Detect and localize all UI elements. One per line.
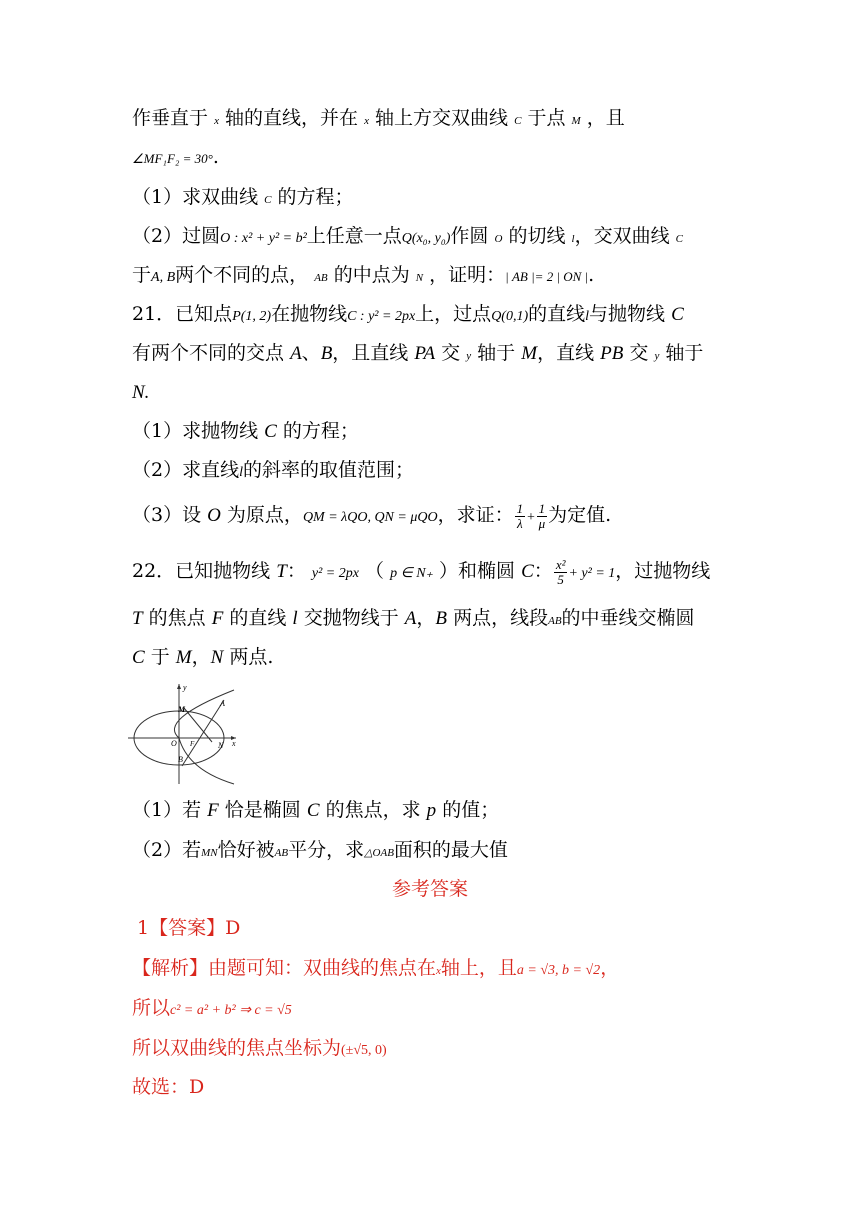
- text: 的中垂线交椭圆: [561, 607, 695, 629]
- math-expr: a = √3, b = √2: [516, 963, 601, 978]
- text: ，直线: [537, 342, 595, 364]
- text: 轴于: [665, 342, 704, 364]
- line-l: [182, 700, 224, 766]
- math-var: N.: [132, 382, 150, 403]
- text: 轴于: [477, 342, 516, 364]
- label-f: F: [190, 740, 195, 748]
- math-expr: y² = 2px: [311, 566, 359, 581]
- math-expr: | AB |= 2 | ON |: [505, 269, 589, 284]
- math-var: A: [290, 343, 302, 364]
- text: .: [212, 146, 219, 168]
- text: 恰是椭圆: [224, 799, 301, 821]
- math-var: B: [320, 343, 333, 364]
- text: 于: [150, 646, 170, 668]
- ellipse-parabola-figure: [128, 680, 240, 786]
- fraction: $\frac{1}{\mu}$: [538, 500, 546, 531]
- answer-line: [132, 993, 740, 1026]
- math-var: y: [466, 350, 472, 362]
- math-expr: c² = a² + b² ⇒ c = √5: [170, 1003, 292, 1018]
- vector-expr: QM = λQO, QN = μQO: [302, 510, 438, 525]
- text: 的方程；: [282, 420, 359, 442]
- math-var: B: [435, 608, 448, 629]
- math-expr: ∠MF₁F₂ = 30°: [132, 151, 213, 166]
- text: 上任意一点: [306, 225, 402, 247]
- text: ：: [533, 560, 553, 582]
- text-line: [132, 103, 740, 136]
- math-var: AB: [548, 615, 562, 627]
- math-expr: + y² = 1: [568, 566, 616, 581]
- math-var: O: [494, 233, 503, 245]
- text: 作圆: [450, 225, 489, 247]
- math-var: N: [415, 272, 424, 284]
- math-expr: Q(0,1): [491, 309, 529, 324]
- text: 的直线: [229, 607, 287, 629]
- fraction: $\frac{\text{x²}}{5}$: [555, 556, 566, 587]
- question-21-part-3: [132, 500, 740, 533]
- answer-text: ，: [600, 957, 620, 979]
- text: 有两个不同的交点: [132, 342, 285, 364]
- text: ，过抛物线: [615, 560, 711, 582]
- text: 交: [441, 342, 461, 364]
- text: ，证明：: [429, 264, 506, 286]
- answer-text: 故选：D: [132, 1076, 205, 1098]
- math-expr: A, B: [151, 270, 176, 285]
- answer-line: [132, 1072, 740, 1102]
- math-var: C: [671, 304, 684, 325]
- text: 21．已知点: [132, 303, 233, 325]
- math-expr: Q(x₀, y₀): [401, 231, 451, 246]
- question-21-line: [132, 377, 740, 408]
- text: 的焦点，求: [325, 799, 421, 821]
- text: （1）求抛物线: [132, 420, 259, 442]
- text: 的中点为: [333, 264, 410, 286]
- answers-heading: [0, 874, 860, 904]
- answer-text: 所以: [132, 997, 171, 1019]
- text: 轴的直线，并在: [225, 107, 359, 129]
- text: （2）求直线: [132, 459, 240, 481]
- text: 的直线: [528, 303, 586, 325]
- answer-line: [132, 1033, 740, 1066]
- label-b: B: [178, 755, 183, 764]
- label-a: A: [220, 699, 225, 708]
- math-var: PA: [414, 343, 436, 364]
- text: 交抛物线于: [303, 607, 399, 629]
- math-var: l: [585, 309, 590, 324]
- text: 恰好被: [217, 839, 275, 861]
- math-expr: p ∈ N₊: [390, 566, 433, 581]
- answer-text: 1【答案】D: [137, 917, 241, 939]
- text: 于点: [527, 107, 566, 129]
- question-21-line: [132, 299, 740, 332]
- question-22-line: [132, 556, 740, 589]
- text: 的焦点: [148, 607, 206, 629]
- math-var: T: [132, 608, 143, 629]
- text: 两个不同的点，: [175, 264, 309, 286]
- text: 的值；: [442, 799, 500, 821]
- answer-text: 所以双曲线的焦点坐标为: [132, 1037, 342, 1059]
- text: 两点.: [229, 646, 274, 668]
- math-var: x: [436, 965, 441, 977]
- text: （1）求双曲线: [132, 186, 259, 208]
- text: （: [365, 560, 385, 582]
- text: ，且: [586, 107, 625, 129]
- answer-line: [137, 913, 740, 943]
- text: ：: [286, 560, 306, 582]
- question-21-part-1: [132, 416, 740, 447]
- text: ，交双曲线: [574, 225, 670, 247]
- text: 面积的最大值: [393, 839, 508, 861]
- text: （2）过圆: [132, 225, 221, 247]
- text: ，且直线: [332, 342, 409, 364]
- text: 的方程；: [277, 186, 354, 208]
- label-m: M: [178, 705, 186, 714]
- math-var: C: [264, 421, 277, 442]
- text: .: [588, 264, 595, 286]
- label-y: y: [183, 683, 187, 692]
- math-var: M: [175, 647, 192, 668]
- answer-text: 【解析】由题可知：双曲线的焦点在: [132, 957, 437, 979]
- math-var: x: [214, 115, 219, 127]
- math-expr: O : x² + y² = b²: [220, 231, 307, 246]
- math-var: l: [571, 233, 575, 245]
- answer-line: [132, 953, 740, 986]
- math-var: M: [521, 343, 538, 364]
- label-o: O: [171, 739, 177, 748]
- text: 交: [629, 342, 649, 364]
- math-var: p: [426, 800, 437, 821]
- text: 与抛物线: [589, 303, 666, 325]
- math-var: AB: [314, 272, 328, 284]
- text-line: [132, 182, 740, 215]
- math-var: △OAB: [364, 847, 394, 859]
- math-var: C: [514, 115, 522, 127]
- text: 在抛物线: [271, 303, 348, 325]
- y-axis-arrow: [177, 684, 181, 689]
- question-22-part-2: [132, 835, 740, 868]
- text: 的斜率的取值范围；: [242, 459, 414, 481]
- text: 上，过点: [415, 303, 492, 325]
- text: 平分，求: [288, 839, 365, 861]
- math-var: C: [264, 194, 272, 206]
- math-var: MN: [201, 847, 218, 859]
- answer-text: 轴上，且: [440, 957, 517, 979]
- math-expr: C : y² = 2px: [347, 309, 416, 324]
- math-var: PB: [600, 343, 624, 364]
- text: ，求证：: [437, 504, 514, 526]
- math-var: T: [276, 561, 287, 582]
- math-expr: (±√5, 0): [341, 1043, 387, 1058]
- math-var: l: [292, 608, 298, 629]
- math-var: F: [211, 608, 224, 629]
- text: 轴上方交双曲线: [375, 107, 509, 129]
- question-21-part-2: [132, 455, 740, 488]
- text-line: [132, 142, 740, 174]
- text: （1）若: [132, 799, 202, 821]
- math-var: C: [306, 800, 320, 821]
- text: ，: [416, 607, 436, 629]
- text: 为定值.: [548, 504, 612, 526]
- math-var: y: [654, 350, 660, 362]
- text: ，: [191, 646, 211, 668]
- text: 的切线: [508, 225, 566, 247]
- label-x: x: [232, 739, 236, 748]
- fraction: $\frac{1}{\lambda}$: [516, 500, 524, 531]
- math-var: N: [210, 647, 224, 668]
- question-22-line: [132, 642, 740, 673]
- text: 作垂直于: [132, 107, 209, 129]
- text: （2）若: [132, 839, 202, 861]
- math-var: l: [239, 465, 243, 480]
- math-var: F: [207, 800, 219, 821]
- text: 于: [132, 264, 152, 286]
- question-21-line: [132, 338, 740, 371]
- text-line: [132, 260, 740, 293]
- math-var: O: [207, 505, 221, 526]
- heading-text: 参考答案: [391, 878, 468, 900]
- math-expr: P(1, 2): [232, 309, 272, 324]
- text: 为原点，: [226, 504, 303, 526]
- math-var: AB: [274, 847, 289, 859]
- text: ）和椭圆: [439, 560, 516, 582]
- text-line: [132, 221, 740, 254]
- math-var: C: [521, 561, 534, 582]
- math-var: M: [571, 115, 581, 127]
- text: 、: [301, 342, 321, 364]
- question-22-line: [132, 603, 740, 636]
- plus-sign: +: [526, 510, 536, 525]
- label-n: N: [218, 741, 224, 750]
- text: 两点，线段: [453, 607, 549, 629]
- math-var: A: [404, 608, 417, 629]
- math-var: C: [675, 233, 683, 245]
- text: （3）设: [132, 504, 202, 526]
- text: 22．已知抛物线: [132, 560, 271, 582]
- math-var: C: [132, 647, 145, 668]
- math-var: x: [364, 115, 369, 127]
- question-22-part-1: [132, 795, 740, 826]
